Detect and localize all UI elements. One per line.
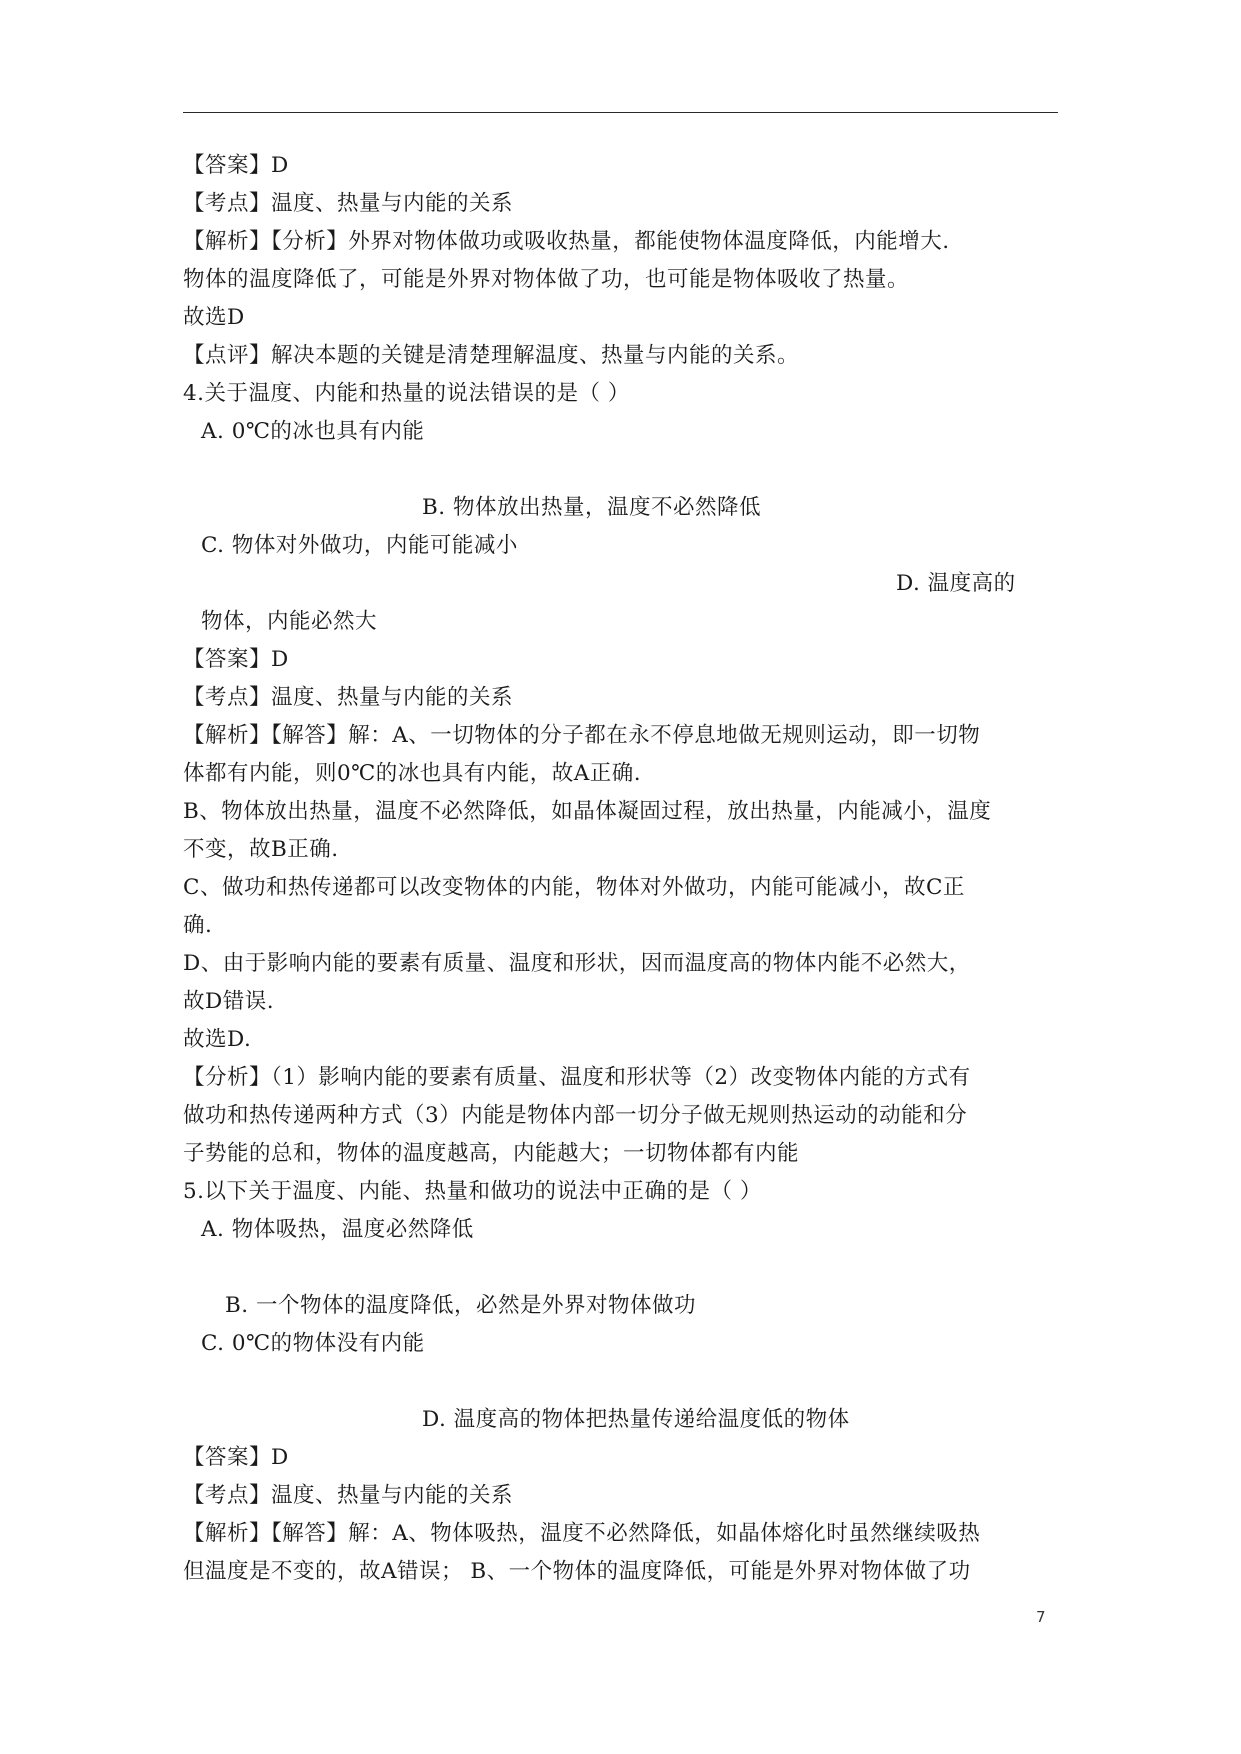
q4-solution-line: 故D错误. xyxy=(183,989,275,1014)
q5-solution-line: 【解析】【解答】解：A、物体吸热，温度不必然降低，如晶体熔化时虽然继续吸热 xyxy=(183,1521,981,1546)
q5-solution-line: 但温度是不变的，故A错误； B、一个物体的温度降低，可能是外界对物体做了功 xyxy=(183,1559,971,1584)
q4-solution-line: 不变，故B正确. xyxy=(183,837,339,862)
q4-answer: 【答案】D xyxy=(183,647,289,672)
q4-analysis-line: 做功和热传递两种方式（3）内能是物体内部一切分子做无规则热运动的动能和分 xyxy=(183,1103,968,1128)
q3-analysis-line: 【解析】【分析】外界对物体做功或吸收热量，都能使物体温度降低，内能增大. xyxy=(183,229,950,254)
q4-solution-line: 【解析】【解答】解：A、一切物体的分子都在永不停息地做无规则运动，即一切物 xyxy=(183,723,981,748)
page-number: 7 xyxy=(1036,1608,1046,1626)
q5-option-a: A. 物体吸热，温度必然降低 xyxy=(201,1217,474,1242)
q4-analysis-line: 【分析】（1）影响内能的要素有质量、温度和形状等（2）改变物体内能的方式有 xyxy=(183,1065,971,1090)
q3-choice: 故选D xyxy=(183,305,245,330)
q3-analysis-line: 物体的温度降低了，可能是外界对物体做了功，也可能是物体吸收了热量。 xyxy=(183,267,910,292)
q4-option-d-continued: 物体，内能必然大 xyxy=(201,609,378,634)
q4-option-c: C. 物体对外做功，内能可能减小 xyxy=(201,533,518,558)
q4-analysis-line: 子势能的总和，物体的温度越高，内能越大；一切物体都有内能 xyxy=(183,1141,800,1166)
q4-solution-line: C、做功和热传递都可以改变物体的内能，物体对外做功，内能可能减小，故C正 xyxy=(183,875,965,900)
q3-topic: 【考点】温度、热量与内能的关系 xyxy=(183,191,514,216)
q3-answer: 【答案】D xyxy=(183,153,289,178)
q5-option-c: C. 0℃的物体没有内能 xyxy=(201,1331,425,1356)
q5-option-b: B. 一个物体的温度降低，必然是外界对物体做功 xyxy=(225,1293,696,1318)
q4-option-a: A. 0℃的冰也具有内能 xyxy=(201,419,425,444)
q5-option-d: D. 温度高的物体把热量传递给温度低的物体 xyxy=(422,1407,850,1432)
q5-topic: 【考点】温度、热量与内能的关系 xyxy=(183,1483,514,1508)
q4-stem: 4.关于温度、内能和热量的说法错误的是（ ） xyxy=(183,381,630,406)
q4-option-d: D. 温度高的 xyxy=(896,571,1016,596)
q4-option-b: B. 物体放出热量，温度不必然降低 xyxy=(422,495,761,520)
q5-stem: 5.以下关于温度、内能、热量和做功的说法中正确的是（ ） xyxy=(183,1179,762,1204)
q4-solution-line: 确. xyxy=(183,913,213,938)
q4-topic: 【考点】温度、热量与内能的关系 xyxy=(183,685,514,710)
q3-comment: 【点评】解决本题的关键是清楚理解温度、热量与内能的关系。 xyxy=(183,343,800,368)
q4-solution-line: D、由于影响内能的要素有质量、温度和形状，因而温度高的物体内能不必然大， xyxy=(183,951,971,976)
q4-solution-line: 体都有内能，则0℃的冰也具有内能，故A正确. xyxy=(183,761,642,786)
q5-answer: 【答案】D xyxy=(183,1445,289,1470)
q4-choice: 故选D. xyxy=(183,1027,252,1052)
q4-solution-line: B、物体放出热量，温度不必然降低，如晶体凝固过程，放出热量，内能减小，温度 xyxy=(183,799,992,824)
header-rule xyxy=(183,112,1058,113)
